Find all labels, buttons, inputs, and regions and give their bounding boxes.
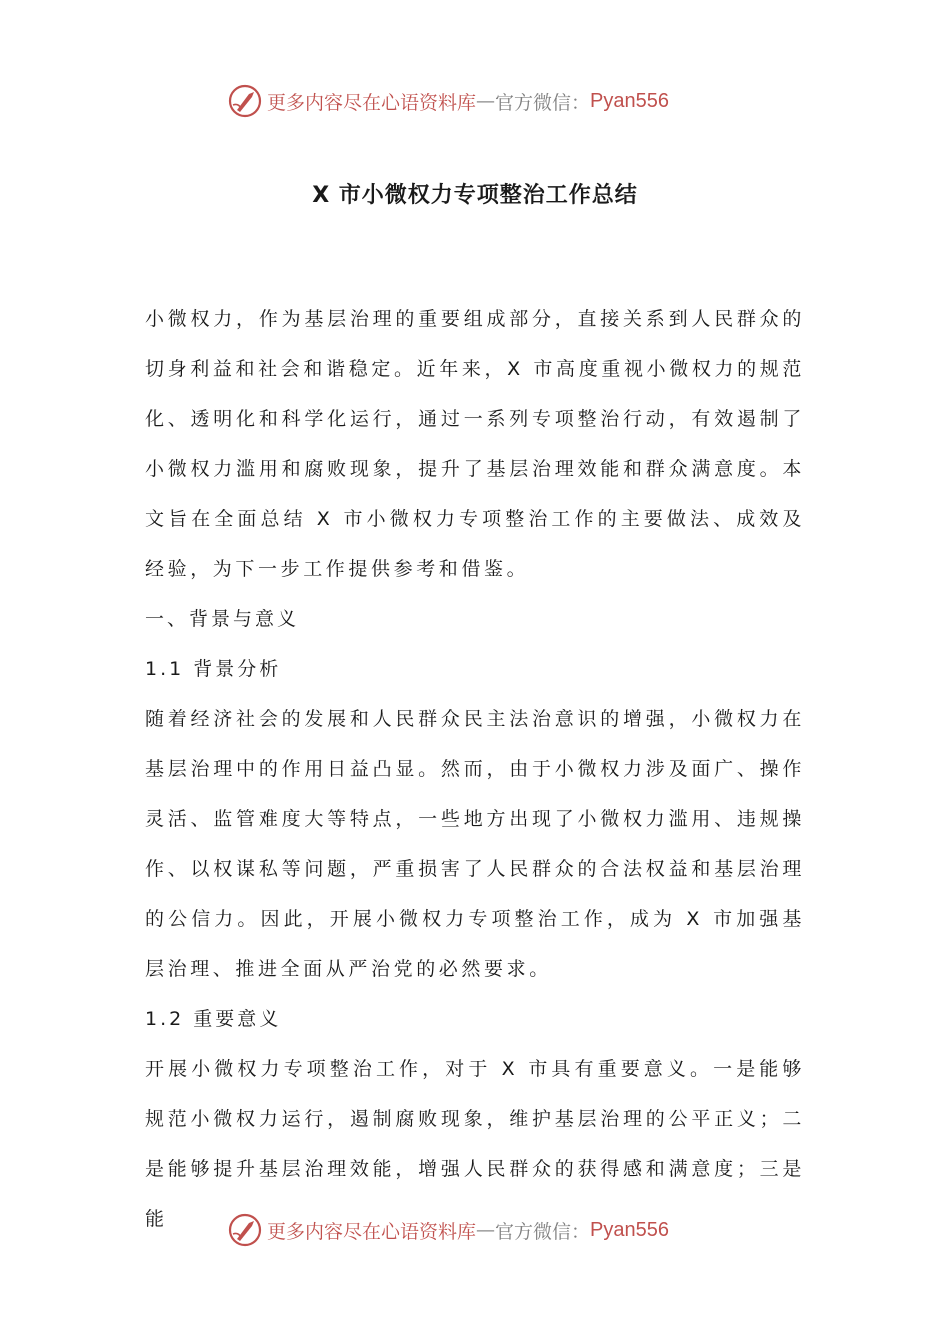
- watermark-separator: —: [476, 1219, 496, 1241]
- pen-nib-logo-icon: [227, 83, 263, 119]
- pen-nib-logo-icon: [227, 1212, 263, 1248]
- subsection-1-1-paragraph: 随着经济社会的发展和人民群众民主法治意识的增强，小微权力在基层治理中的作用日益凸显。然而，由于小微权力涉及面广、操作灵活、监管难度大等特点，一些地方出现了小微权力滥用、违规操作、以权谋私等问题，严重损害了人民群众的合法权益和基层治理的公信力。因此，开展小微权力专项整治工作，成为 X 市加强基层治理、推进全面从严治党的必然要求。: [145, 708, 805, 980]
- intro-paragraph: 小微权力，作为基层治理的重要组成部分，直接关系到人民群众的切身利益和社会和谐稳定。近年来，X 市高度重视小微权力的规范化、透明化和科学化运行，通过一系列专项整治行动，有效遏制了小微权力滥用和腐败现象，提升了基层治理效能和群众满意度。本文旨在全面总结 X 市小微权力专项整治工作的主要做法、成效及经验，为下一步工作提供参考和借鉴。: [145, 308, 805, 580]
- watermark-main-text: 更多内容尽在心语资料库: [267, 1220, 477, 1243]
- watermark-banner-bottom: [227, 1210, 669, 1250]
- watermark-separator: —: [476, 90, 496, 112]
- subsection-heading-1-2: 1.2 重要意义: [145, 1008, 282, 1030]
- watermark-label: 官方微信：: [495, 91, 591, 114]
- document-title: X 市小微权力专项整治工作总结: [312, 183, 638, 208]
- document-body: [145, 294, 805, 1244]
- subsection-1-2-paragraph: 开展小微权力专项整治工作，对于 X 市具有重要意义。一是能够规范小微权力运行，遏制腐败现象，维护基层治理的公平正义；二是能够提升基层治理效能，增强人民群众的获得感和满意度；三是能: [145, 1058, 805, 1230]
- watermark-label: 官方微信：: [495, 1220, 591, 1243]
- section-heading-1: 一、背景与意义: [145, 608, 300, 630]
- watermark-wechat-id: Pyan556: [590, 1218, 669, 1241]
- watermark-main-text: 更多内容尽在心语资料库: [267, 91, 477, 114]
- watermark-wechat-id: Pyan556: [590, 89, 669, 112]
- watermark-banner-top: [227, 81, 669, 121]
- subsection-heading-1-1: 1.1 背景分析: [145, 658, 282, 680]
